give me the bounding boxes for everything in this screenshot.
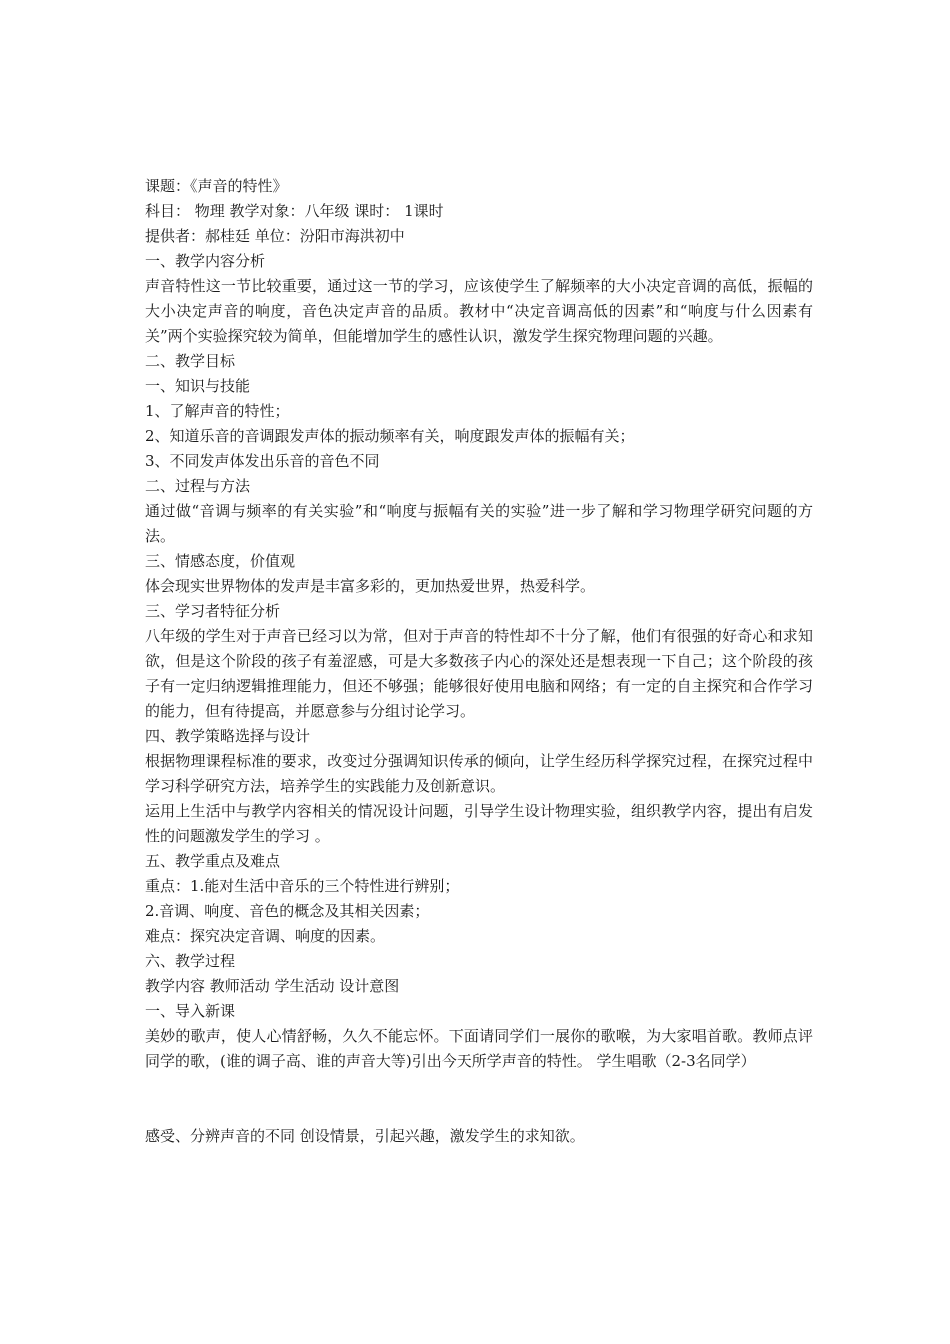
knowledge-item: 1、了解声音的特性； [145,402,290,420]
key-point-item: 重点：1.能对生活中音乐的三个特性进行辨别； [145,877,460,895]
knowledge-item: 3、不同发声体发出乐音的音色不同 [145,452,380,470]
section-heading-teaching-goals: 二、教学目标 [145,352,236,370]
subject-info: 科目： 物理 教学对象：八年级 课时： 1课时 [145,202,444,220]
subheading-introduction: 一、导入新课 [145,1002,236,1020]
emotion-values-paragraph: 体会现实世界物体的发声是丰富多彩的，更加热爱世界，热爱科学。 [145,577,596,595]
knowledge-item: 2、知道乐音的音调跟发声体的振动频率有关，响度跟发声体的振幅有关； [145,427,635,445]
process-columns-line: 教学内容 教师活动 学生活动 设计意图 [145,977,400,995]
learner-analysis-paragraph: 八年级的学生对于声音已经习以为常，但对于声音的特性却不十分了解，他们有很强的好奇心和求知欲，但是这个阶段的孩子有羞涩感，可是大多数孩子内心的深处还是想表现一下自己；这个阶段的孩子有一定归纳逻辑推理能力，但还不够强；能够很好使用电脑和网络；有一定的自主探究和合作学习的能力，但有待提高，并愿意参与分组讨论学习。 [145,627,813,720]
section-heading-learner-analysis: 三、学习者特征分析 [145,602,281,620]
process-methods-paragraph: 通过做“音调与频率的有关实验”和“响度与振幅有关的实验”进一步了解和学习物理学研究问题的方法。 [145,502,813,545]
section-heading-strategy: 四、教学策略选择与设计 [145,727,311,745]
lesson-topic: 课题：《声音的特性》 [145,177,288,195]
blank-gap [145,1074,813,1124]
introduction-after-line: 感受、分辨声音的不同 创设情景，引起兴趣，激发学生的求知欲。 [145,1127,585,1145]
strategy-paragraph-2: 运用上生活中与教学内容相关的情况设计问题，引导学生设计物理实验，组织教学内容，提出有启发性的问题激发学生的学习 。 [145,802,813,845]
key-point-item: 难点：探究决定音调、响度的因素。 [145,927,386,945]
subheading-knowledge-skills: 一、知识与技能 [145,377,251,395]
strategy-paragraph-1: 根据物理课程标准的要求，改变过分强调知识传承的倾向，让学生经历科学探究过程，在探究过程中学习科学研究方法，培养学生的实践能力及创新意识。 [145,752,813,795]
subheading-process-methods: 二、过程与方法 [145,477,251,495]
document-page [145,174,813,1149]
subheading-emotion-values: 三、情感态度，价值观 [145,552,296,570]
introduction-paragraph: 美妙的歌声，使人心情舒畅，久久不能忘怀。下面请同学们一展你的歌喉，为大家唱首歌。教师点评同学的歌，(谁的调子高、谁的声音大等)引出今天所学声音的特性。 学生唱歌（2-3名同学） [145,1027,813,1070]
section-heading-content-analysis: 一、教学内容分析 [145,252,266,270]
provider-info: 提供者：郝桂廷 单位：汾阳市海洪初中 [145,227,405,245]
section-heading-teaching-process: 六、教学过程 [145,952,236,970]
key-point-item: 2.音调、响度、音色的概念及其相关因素； [145,902,430,920]
section-heading-key-points: 五、教学重点及难点 [145,852,281,870]
content-analysis-paragraph: 声音特性这一节比较重要，通过这一节的学习，应该使学生了解频率的大小决定音调的高低，振幅的大小决定声音的响度，音色决定声音的品质。教材中“决定音调高低的因素”和“响度与什么因素有关”两个实验探究较为简单，但能增加学生的感性认识，激发学生探究物理问题的兴趣。 [145,277,813,345]
